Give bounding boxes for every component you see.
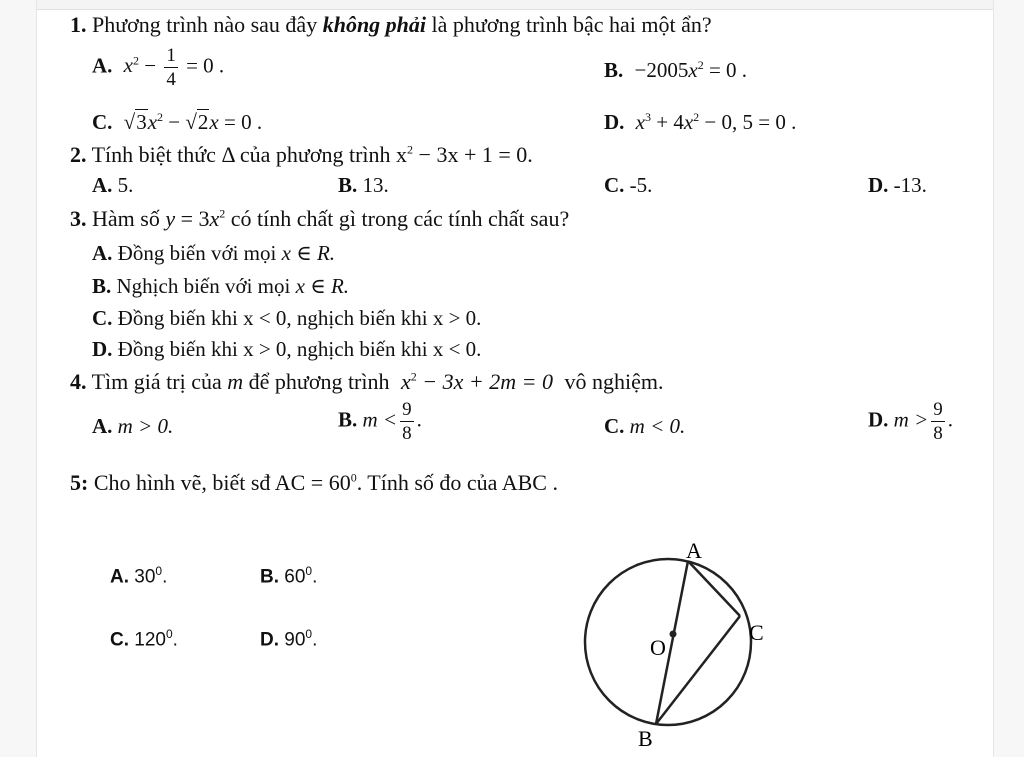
math-var: x	[688, 58, 698, 82]
math-exp: 2	[157, 110, 164, 124]
question-4	[70, 369, 663, 395]
circle-outline	[585, 559, 751, 725]
math-tail: − 0, 5 = 0 .	[704, 110, 797, 134]
option-label: D.	[868, 407, 889, 432]
fraction	[164, 46, 178, 89]
question-number: 4.	[70, 369, 87, 394]
math-tail: = 0 .	[186, 53, 225, 78]
option-label: A.	[92, 173, 113, 197]
math-tail: .	[312, 629, 318, 651]
option-math: m > 0.	[117, 414, 174, 438]
q4-option-c[interactable]	[604, 414, 685, 439]
fraction	[931, 400, 945, 443]
math-var: x	[683, 110, 694, 134]
degree-mark: 0	[305, 627, 313, 641]
math-tail: .	[312, 566, 318, 588]
label-c: C	[749, 620, 764, 645]
math-exp: 2	[219, 206, 226, 221]
question-text-end: . Tính số đo của ABC .	[356, 470, 558, 495]
sqrt-3: √3	[123, 110, 147, 134]
right-margin	[993, 0, 1024, 757]
q3-option-b[interactable]	[92, 274, 349, 299]
option-label: C.	[110, 629, 129, 651]
math-exp: 2	[133, 53, 139, 68]
math-var: x	[396, 142, 408, 167]
option-label: A.	[110, 566, 129, 588]
question-5	[70, 470, 558, 496]
option-label: C.	[92, 110, 113, 134]
math-expr: − 3x + 2m = 0	[422, 369, 553, 394]
question-2	[70, 142, 533, 168]
degree-mark: 0	[165, 627, 173, 641]
label-o: O	[650, 635, 666, 660]
option-label: A.	[92, 414, 113, 438]
question-number: 1.	[70, 12, 87, 37]
denominator: 8	[402, 423, 412, 444]
q2-option-b[interactable]	[338, 173, 389, 198]
label-a: A	[686, 538, 702, 563]
question-emphasis: không phải	[322, 12, 427, 37]
option-text: Đồng biến khi x < 0, nghịch biến khi x > 0.	[117, 306, 482, 330]
option-text: Đồng biến với mọi	[117, 241, 277, 265]
degree-mark: 0	[305, 564, 313, 578]
q4-option-d[interactable]	[868, 400, 953, 443]
math-var: x	[209, 206, 220, 231]
option-label: C.	[604, 173, 625, 197]
option-math: m >	[893, 407, 929, 432]
denominator: 8	[933, 423, 943, 444]
question-text: Cho hình vẽ, biết sđ AC	[93, 470, 306, 495]
question-number: 5:	[70, 470, 89, 495]
math-op: −	[168, 110, 181, 134]
math-exp: 2	[693, 110, 700, 124]
q2-option-c[interactable]	[604, 173, 652, 198]
sqrt-2: √2	[185, 110, 209, 134]
math-var: x	[401, 369, 411, 394]
degree-mark: 0	[155, 564, 163, 578]
center-point	[670, 631, 677, 638]
q1-option-d[interactable]	[604, 110, 796, 135]
option-label: B.	[260, 566, 279, 588]
option-math: m <	[362, 407, 398, 432]
math-var: m	[227, 369, 244, 394]
question-text: Hàm số	[92, 206, 160, 231]
degree-mark: 0	[350, 470, 357, 485]
question-number: 3.	[70, 206, 87, 231]
question-text-end: vô nghiệm.	[564, 369, 664, 394]
option-math: x ∈ R.	[295, 274, 350, 298]
q4-option-b[interactable]	[338, 400, 422, 443]
option-value: 120	[134, 629, 166, 651]
question-text: Tìm giá trị của	[91, 369, 222, 394]
question-3	[70, 206, 569, 232]
math-var: y	[165, 206, 176, 231]
math-tail: .	[947, 407, 954, 432]
q1-option-a[interactable]	[92, 46, 224, 89]
chord-bc	[656, 616, 740, 724]
math-tail: .	[416, 407, 422, 432]
q5-option-d[interactable]	[260, 627, 317, 651]
option-text: Nghịch biến với mọi	[116, 274, 291, 298]
radicand: 2	[197, 110, 209, 134]
math-tail: − 3x + 1 = 0.	[413, 142, 533, 167]
option-label: C.	[92, 306, 113, 330]
option-value: 90	[284, 629, 306, 651]
question-1	[70, 12, 712, 38]
fraction	[400, 400, 414, 443]
option-label: B.	[338, 407, 358, 432]
q3-option-c[interactable]	[92, 306, 481, 331]
option-label: D.	[260, 629, 279, 651]
q1-option-c[interactable]	[92, 110, 262, 135]
question-text-mid: để phương trình	[248, 369, 390, 394]
circle-figure	[580, 528, 800, 753]
option-label: B.	[338, 173, 358, 197]
math-exp: 2	[410, 369, 417, 384]
option-value: -5.	[624, 173, 653, 197]
q5-option-c[interactable]	[110, 627, 178, 651]
math-var: x	[635, 110, 645, 134]
q4-option-a[interactable]	[92, 414, 173, 439]
q3-option-a[interactable]	[92, 241, 335, 266]
option-label: D.	[92, 337, 113, 361]
option-label: C.	[604, 414, 625, 438]
math-var: x	[123, 53, 133, 78]
question-text: Tính biệt thức Δ của phương trình	[91, 142, 391, 167]
question-text: Phương trình nào sau đây	[92, 12, 318, 37]
radicand: 3	[136, 110, 147, 134]
q5-option-a[interactable]	[110, 564, 167, 588]
q2-option-d[interactable]	[868, 173, 927, 198]
math-exp: 2	[697, 58, 704, 72]
option-math: x ∈ R.	[281, 241, 336, 265]
q5-option-b[interactable]	[260, 564, 317, 588]
option-label: A.	[92, 53, 113, 78]
math-tail: = 0 .	[223, 110, 263, 134]
q1-option-b[interactable]	[604, 58, 747, 83]
math-exp: 2	[407, 142, 414, 157]
window-top-edge	[0, 0, 1024, 10]
question-number: 2.	[70, 142, 87, 167]
numerator: 1	[166, 45, 176, 66]
option-label: B.	[92, 274, 112, 298]
math-coef: −2005	[634, 58, 689, 82]
math-op: −	[144, 53, 157, 78]
numerator: 9	[402, 399, 412, 420]
math-expr: = 60	[310, 470, 351, 495]
option-value: -13.	[888, 173, 927, 197]
math-op: + 4	[656, 110, 684, 134]
option-value: 30	[134, 566, 156, 588]
label-b: B	[638, 726, 653, 751]
q3-option-d[interactable]	[92, 337, 481, 362]
option-math: m < 0.	[629, 414, 686, 438]
math-tail: = 0 .	[708, 58, 748, 82]
option-value: 13.	[357, 173, 389, 197]
numerator: 9	[933, 399, 943, 420]
math-var: x	[209, 110, 219, 134]
option-label: A.	[92, 241, 113, 265]
q2-option-a[interactable]	[92, 173, 133, 198]
left-margin	[0, 0, 37, 757]
question-text-end: có tính chất gì trong các tính chất sau?	[230, 206, 570, 231]
math-tail: .	[172, 629, 178, 651]
math-tail: .	[162, 566, 168, 588]
option-label: D.	[868, 173, 889, 197]
math-exp: 3	[645, 110, 651, 124]
denominator: 4	[166, 69, 176, 90]
question-text-end: là phương trình bậc hai một ẩn?	[431, 12, 712, 37]
option-label: D.	[604, 110, 625, 134]
option-value: 5.	[112, 173, 134, 197]
option-value: 60	[284, 566, 306, 588]
math-op: = 3	[180, 206, 210, 231]
math-var: x	[147, 110, 158, 134]
option-text: Đồng biến khi x > 0, nghịch biến khi x < 0.	[117, 337, 482, 361]
option-label: B.	[604, 58, 624, 82]
